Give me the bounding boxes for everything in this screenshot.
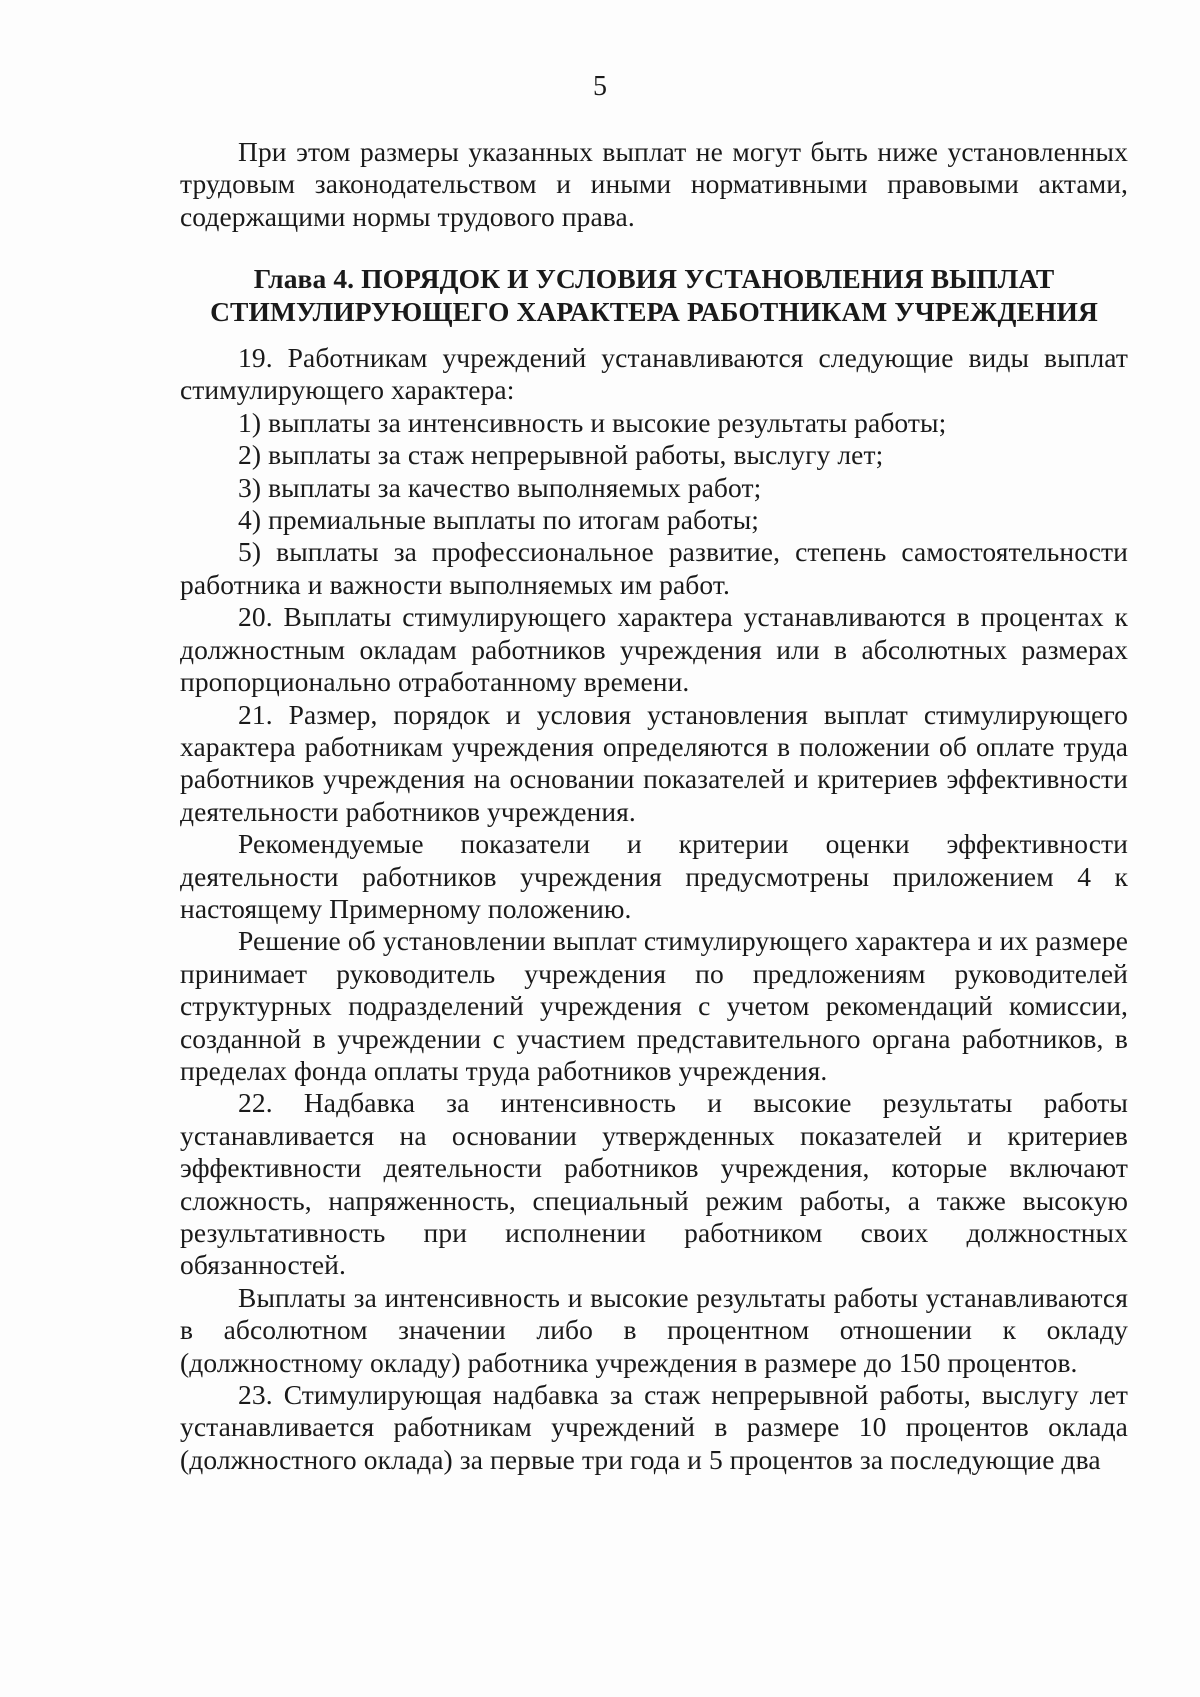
list-item-3: 3) выплаты за качество выполняемых работ;: [238, 471, 762, 503]
paragraph-21: 21. Размер, порядок и условия установления выплат стимулирующего характера работникам учреждения определяются в положении об оплате труда работников учреждения на основании показателей и критериев эффективности деятельности работников учреждения.: [180, 698, 1128, 827]
page-content: [180, 136, 1128, 1476]
page-number: 5: [593, 71, 607, 102]
paragraph-22-payments: Выплаты за интенсивность и высокие результаты работы устанавливаются в абсолютном значении либо в процентном отношении к окладу (должностному окладу) работника учреждения в размере до 150 процентов.: [180, 1281, 1128, 1378]
chapter-title: [180, 263, 1128, 328]
chapter-title-line-2: СТИМУЛИРУЮЩЕГО ХАРАКТЕРА РАБОТНИКАМ УЧРЕЖДЕНИЯ: [210, 295, 1098, 327]
paragraph-21-recommended: Рекомендуемые показатели и критерии оценки эффективности деятельности работников учреждения предусмотрены приложением 4 к настоящему Примерному положению.: [180, 828, 1128, 924]
paragraph-21-decision: Решение об установлении выплат стимулирующего характера и их размере принимает руководитель учреждения по предложениям руководителей структурных подразделений учреждения с учетом рекомендаций комиссии, созданной в учреждении с участием представительного органа работников, в пределах фонда оплаты труда работников учреждения.: [180, 925, 1128, 1086]
chapter-title-line-1: Глава 4. ПОРЯДОК И УСЛОВИЯ УСТАНОВЛЕНИЯ ВЫПЛАТ: [253, 263, 1055, 295]
paragraph-20: 20. Выплаты стимулирующего характера устанавливаются в процентах к должностным окладам работников учреждения или в абсолютных размерах пропорционально отработанному времени.: [180, 601, 1128, 698]
paragraph-22: 22. Надбавка за интенсивность и высокие результаты работы устанавливается на основании утвержденных показателей и критериев эффективности деятельности работников учреждения, которые включают сложность, напряженность, специальный режим работы, а также высокую результативность при исполнении работником своих должностных обязанностей.: [180, 1087, 1128, 1281]
list-item-5: 5) выплаты за профессиональное развитие, степень самостоятельности работника и важности выполняемых им работ.: [180, 536, 1128, 600]
intro-paragraph: При этом размеры указанных выплат не могут быть ниже установленных трудовым законодательством и иными нормативными правовыми актами, содержащими нормы трудового права.: [180, 136, 1128, 232]
list-item-4: 4) премиальные выплаты по итогам работы;: [238, 504, 760, 536]
list-item-1: 1) выплаты за интенсивность и высокие результаты работы;: [238, 406, 947, 438]
list-item-2: 2) выплаты за стаж непрерывной работы, выслугу лет;: [238, 439, 884, 471]
paragraph-19: 19. Работникам учреждений устанавливаются следующие виды выплат стимулирующего характера:: [180, 342, 1128, 406]
paragraph-23: 23. Стимулирующая надбавка за стаж непрерывной работы, выслугу лет устанавливается работникам учреждений в размере 10 процентов оклада (должностного оклада) за первые три года и 5 процентов за последующие два: [180, 1379, 1128, 1475]
